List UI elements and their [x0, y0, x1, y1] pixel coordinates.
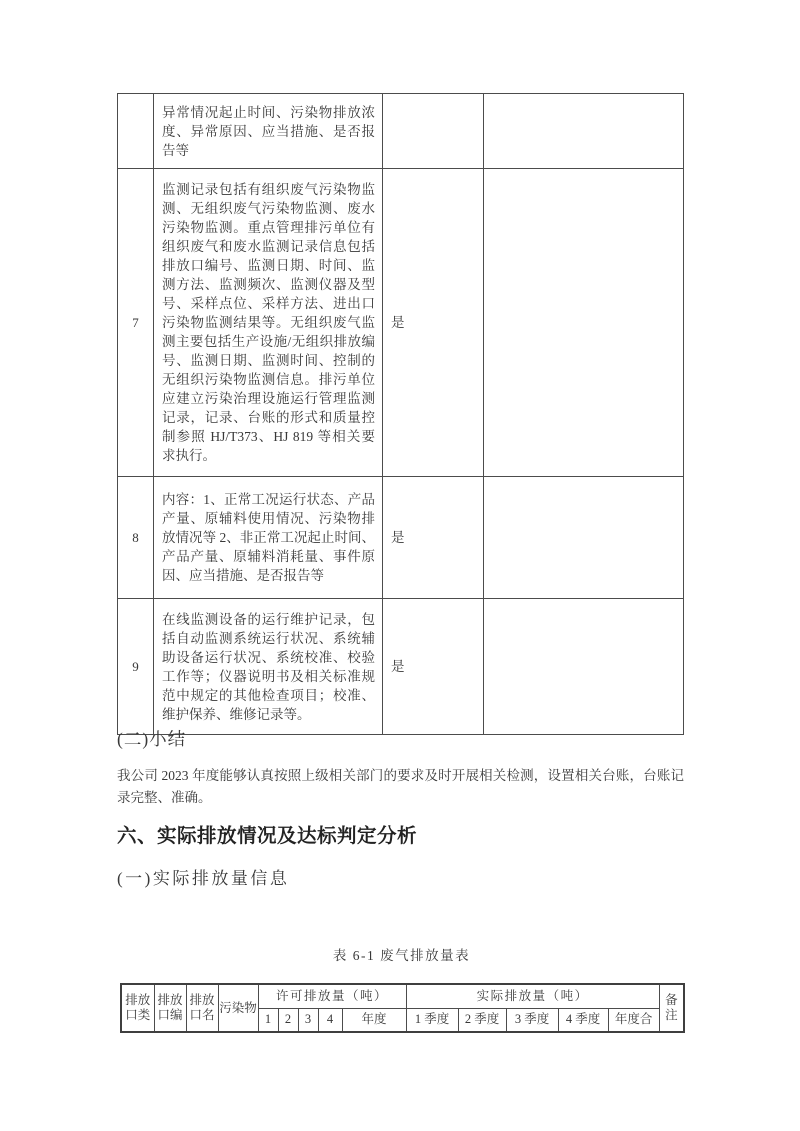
col-outlet-type: 排放口类: [121, 984, 154, 1032]
row-note-cell: [484, 599, 684, 735]
subcol-permitted-q4: 4: [318, 1008, 342, 1032]
row-answer-cell: [383, 94, 484, 169]
table-caption: 表 6-1 废气排放量表: [332, 948, 471, 963]
table-row: [118, 599, 684, 735]
emissions-table: [120, 983, 685, 1033]
row-number-cell: 7: [118, 169, 154, 477]
subcol-actual-q2: 2 季度: [458, 1008, 506, 1032]
subcol-actual-annual-total: 年度合: [608, 1008, 659, 1032]
checklist-table: [117, 93, 684, 735]
subcol-actual-q4: 4 季度: [558, 1008, 608, 1032]
table-row: [118, 94, 684, 169]
row-answer-cell: 是: [383, 169, 484, 477]
col-outlet-code: 排放口编: [154, 984, 186, 1032]
group-actual-emissions: 实际排放量（吨）: [406, 984, 659, 1008]
row-number-cell: [118, 94, 154, 169]
subcol-actual-q1: 1 季度: [406, 1008, 458, 1032]
row-content-cell: 内容：1、正常工况运行状态、产品产量、原辅料使用情况、污染物排放情况等 2、非正常工况起止时间、产品产量、原辅料消耗量、事件原因、应当措施、是否报告等: [154, 477, 383, 599]
row-number-cell: 8: [118, 477, 154, 599]
row-answer-cell: 是: [383, 599, 484, 735]
table-row: [118, 169, 684, 477]
subcol-actual-q3: 3 季度: [506, 1008, 558, 1032]
col-pollutant: 污染物: [218, 984, 258, 1032]
table-row: [118, 477, 684, 599]
row-answer-cell: 是: [383, 477, 484, 599]
col-outlet-name: 排放口名: [186, 984, 218, 1032]
subcol-permitted-q2: 2: [278, 1008, 298, 1032]
row-note-cell: [484, 477, 684, 599]
summary-heading: (二)小结: [117, 729, 187, 749]
subcol-permitted-annual: 年度: [342, 1008, 406, 1032]
row-note-cell: [484, 169, 684, 477]
section-subheading: (一)实际排放量信息: [117, 869, 290, 888]
group-permitted-emissions: 许可排放量（吨）: [258, 984, 406, 1008]
row-content-cell: 在线监测设备的运行维护记录，包括自动监测系统运行状况、系统辅助设备运行状况、系统校准、校验工作等；仪器说明书及相关标准规范中规定的其他检查项目；校准、维护保养、维修记录等。: [154, 599, 383, 735]
row-content-cell: 异常情况起止时间、污染物排放浓度、异常原因、应当措施、是否报告等: [154, 94, 383, 169]
section-heading: 六、实际排放情况及达标判定分析: [117, 825, 418, 847]
header-row-groups: [121, 984, 684, 1008]
subcol-permitted-q3: 3: [298, 1008, 318, 1032]
row-content-cell: 监测记录包括有组织废气污染物监测、无组织废气污染物监测、废水污染物监测。重点管理排污单位有组织废气和废水监测记录信息包括排放口编号、监测日期、时间、监测方法、监测频次、监测仪器及型号、采样点位、采样方法、进出口污染物监测结果等。无组织废气监测主要包括生产设施/无组织排放编号、监测日期、监测时间、控制的无组织污染物监测信息。排污单位应建立污染治理设施运行管理监测记录，记录、台账的形式和质量控制参照 HJ/T373、HJ 819 等相关要求执行。: [154, 169, 383, 477]
row-number-cell: 9: [118, 599, 154, 735]
subcol-permitted-q1: 1: [258, 1008, 278, 1032]
summary-paragraph: 我公司 2023 年度能够认真按照上级相关部门的要求及时开展相关检测，设置相关台账，台账记录完整、准确。: [117, 768, 684, 805]
row-note-cell: [484, 94, 684, 169]
col-remark: 备注: [659, 984, 684, 1032]
